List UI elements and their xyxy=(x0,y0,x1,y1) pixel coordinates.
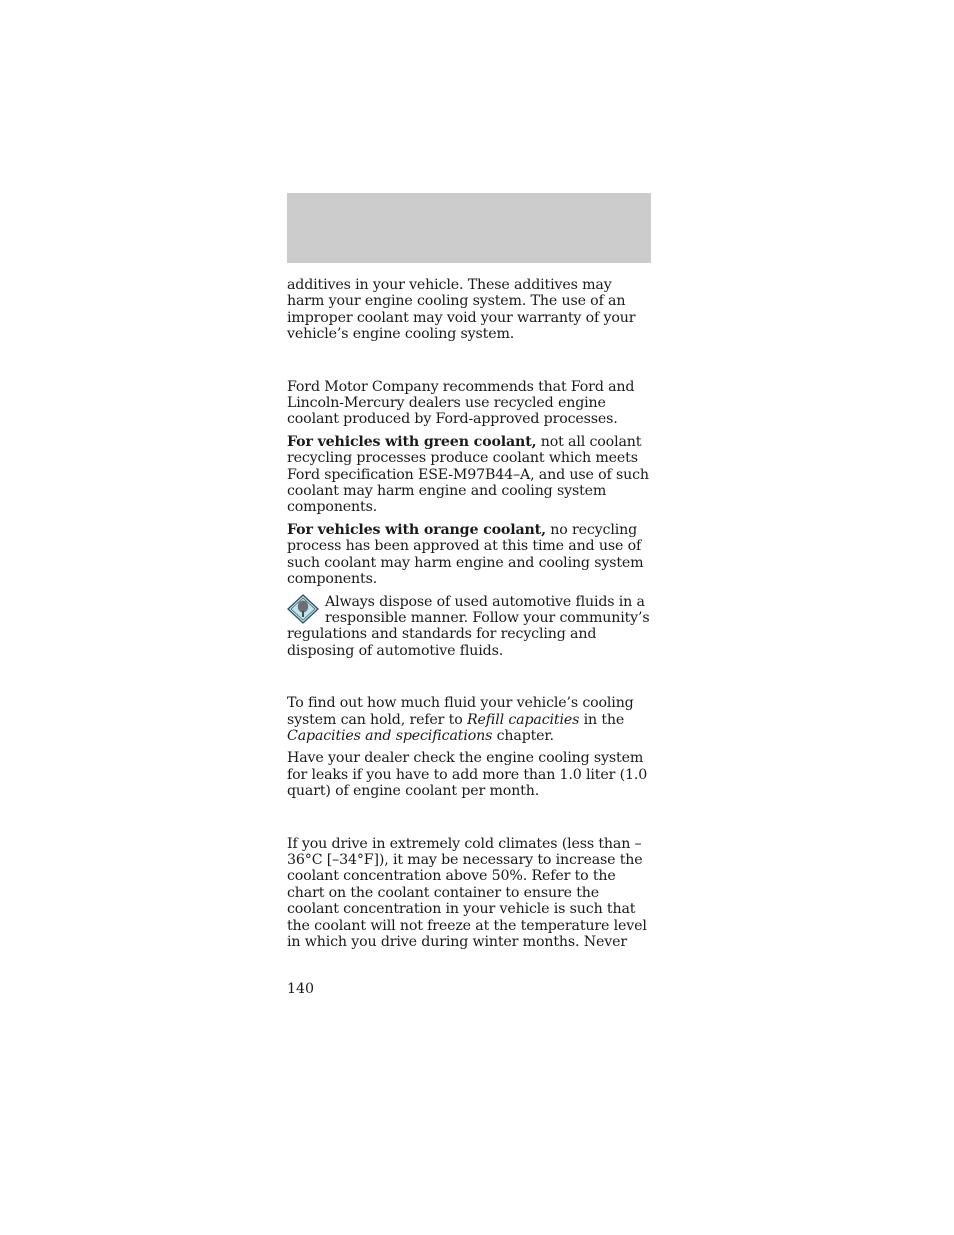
orange-coolant-lead: For vehicles with orange coolant, xyxy=(287,521,546,538)
page-number: 140 xyxy=(287,981,315,997)
refill-capacities-reference: Refill capacities xyxy=(466,711,580,728)
environment-tree-icon xyxy=(287,594,319,624)
paragraph-cold-climates: If you drive in extremely cold climates (less than –36°C [–34°F]), it may be necessary to increase the coolant concentration above 50%. Refer to the chart on the coolant container to ensure the coolant concentration in your vehicle is such that the coolant will not freeze at the temperature level in which you drive during winter months. Never xyxy=(287,835,647,950)
green-coolant-lead: For vehicles with green coolant, xyxy=(287,433,537,450)
green-coolant-text: not all coolant recycling processes produce coolant which meets Ford specification ESE-M97B44–A, and use of such coolant may harm engine and cooling system components. xyxy=(287,433,649,516)
paragraph-green-coolant xyxy=(287,434,653,516)
chapter-header-band xyxy=(287,193,651,263)
paragraph-orange-coolant xyxy=(287,522,653,588)
paragraph-dispose-fluids xyxy=(287,594,653,660)
paragraph-recycled-coolant: Ford Motor Company recommends that Ford and Lincoln-Mercury dealers use recycled engine coolant produced by Ford-approved processes. xyxy=(287,378,635,428)
paragraph-fluid-capacity xyxy=(287,695,653,744)
capacity-text-c: chapter. xyxy=(492,727,554,744)
paragraph-additives-warning: additives in your vehicle. These additives may harm your engine cooling system. The use of an improper coolant may void your warranty of your vehicle’s engine cooling system. xyxy=(287,277,636,343)
dispose-fluids-text: Always dispose of used automotive fluids in a responsible manner. Follow your community’s regulations and standards for recycling and disposing of automotive fluids. xyxy=(287,593,650,659)
paragraph-leak-check: Have your dealer check the engine cooling system for leaks if you have to add more than 1.0 liter (1.0 quart) of engine coolant per month. xyxy=(287,750,648,800)
capacity-text-b: in the xyxy=(579,711,625,728)
capacity-text-a: To find out how much fluid your vehicle’s cooling system can hold, refer to xyxy=(287,695,634,728)
body-text-column xyxy=(287,277,653,950)
capacities-chapter-reference: Capacities and specifications xyxy=(287,727,493,744)
orange-coolant-text: no recycling process has been approved at this time and use of such coolant may harm engine and cooling system components. xyxy=(287,521,644,588)
